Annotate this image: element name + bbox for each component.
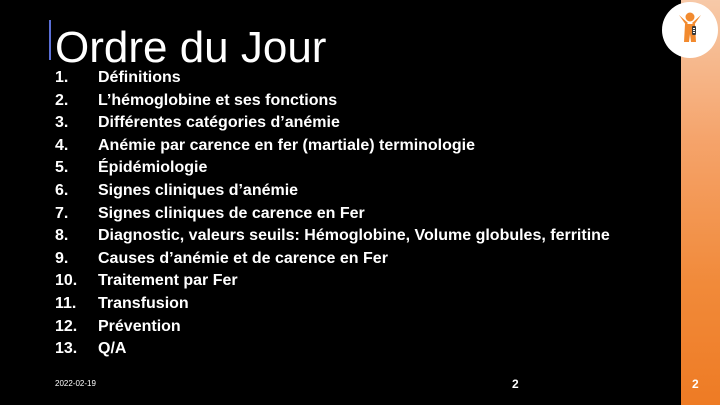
agenda-item [55,180,610,203]
agenda-item-number: 2. [55,91,69,109]
agenda-item-number: 13. [55,340,78,358]
orange-side-band [681,0,720,405]
agenda-item-number: 8. [55,227,69,245]
agenda-item [55,90,610,113]
agenda-item-number: 5. [55,159,69,177]
agenda-list [55,67,610,361]
corner-page-number: 2 [692,377,699,391]
agenda-item-text: Différentes catégories d’anémie [98,114,340,132]
agenda-item-number: 7. [55,204,69,222]
agenda-item [55,248,610,271]
agenda-item-text: Définitions [98,69,181,86]
agenda-item [55,157,610,180]
logo [662,2,718,58]
agenda-item-text: Signes cliniques de carence en Fer [98,204,365,222]
person-with-raised-arms-logo-icon [662,2,718,58]
agenda-item-text: Anémie par carence en fer (martiale) terminologie [98,136,476,154]
agenda-item-text: Prévention [98,317,181,335]
agenda-item-text: L’hémoglobine et ses fonctions [98,91,338,109]
agenda-item-number: 3. [55,114,69,132]
agenda-item-text: Signes cliniques d’anémie [98,181,299,199]
agenda-item-text: Épidémiologie [98,159,208,177]
footer-date: 2022-02-19 [55,379,96,388]
agenda-item-text: Causes d’anémie et de carence en Fer [98,249,388,267]
agenda-item [55,316,610,339]
agenda-item [55,225,610,248]
agenda-item-number: 9. [55,249,69,267]
agenda-item [55,338,610,361]
agenda-item [55,203,610,226]
agenda-item-number: 10. [55,272,78,290]
agenda-item [55,293,610,316]
agenda-item [55,112,610,135]
slide-title: Ordre du Jour [55,23,327,72]
agenda-item [55,67,610,90]
agenda-item-text: Transfusion [98,294,189,312]
agenda-item-number: 6. [55,181,69,199]
title-accent-line [49,20,51,60]
agenda-item-number: 11. [55,294,77,312]
agenda-item [55,135,610,158]
agenda-item-text: Q/A [98,340,127,358]
agenda-item-text: Diagnostic, valeurs seuils: Hémoglobine, Volume globules, ferritine [98,227,610,245]
agenda-item-text: Traitement par Fer [98,272,238,290]
agenda-item-number: 4. [55,136,69,154]
agenda-item-number: 1. [55,69,69,86]
agenda-item [55,270,610,293]
footer-page-number: 2 [512,377,519,391]
agenda-item-number: 12. [55,317,78,335]
